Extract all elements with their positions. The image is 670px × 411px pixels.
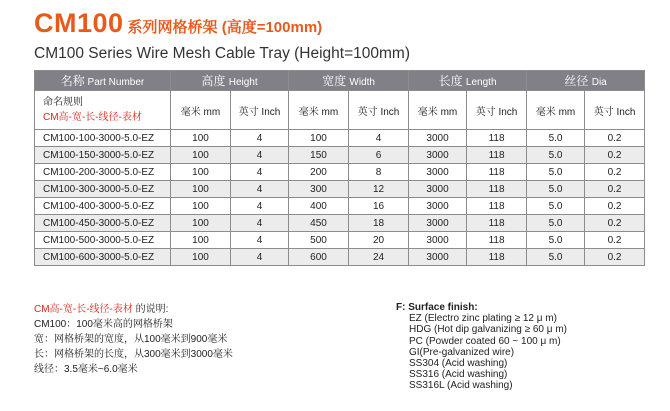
value-cell: 4 [231,147,289,164]
part-number-cell: CM100-400-3000-5.0-EZ [35,198,171,215]
value-cell: 100 [171,215,231,232]
value-cell: 3000 [409,147,467,164]
finish-item: GI(Pre-galvanized wire) [409,346,515,358]
value-cell: 5.0 [527,130,585,147]
value-cell: 0.2 [585,249,645,266]
value-cell: 3000 [409,164,467,181]
value-cell: 100 [171,181,231,198]
value-cell: 8 [349,164,409,181]
value-cell: 5.0 [527,215,585,232]
value-cell: 5.0 [527,181,585,198]
value-cell: 4 [349,130,409,147]
header-row [35,71,645,91]
surface-finish-heading: F: Surface finish: [396,302,478,313]
value-cell: 4 [231,249,289,266]
unit-inch: 英寸 Inch [231,91,289,130]
value-cell: 0.2 [585,181,645,198]
part-number-cell: CM100-150-3000-5.0-EZ [35,147,171,164]
unit-row [35,91,645,130]
value-cell: 118 [467,249,527,266]
finish-item: EZ (Electro zinc plating ≥ 12 μ m) [409,313,557,325]
value-cell: 3000 [409,232,467,249]
part-number-cell: CM100-100-3000-5.0-EZ [35,130,171,147]
value-cell: 100 [171,198,231,215]
value-cell: 4 [231,215,289,232]
value-cell: 4 [231,198,289,215]
table-row [35,130,645,147]
value-cell: 18 [349,215,409,232]
value-cell: 118 [467,215,527,232]
value-cell: 200 [289,164,349,181]
value-cell: 4 [231,232,289,249]
part-number-cell: CM100-300-3000-5.0-EZ [35,181,171,198]
table-row [35,198,645,215]
unit-mm: 毫米 mm [289,91,349,130]
value-cell: 118 [467,181,527,198]
note-line: 宽：网格桥架的宽度，从100毫米到900毫米 [34,334,228,345]
value-cell: 0.2 [585,215,645,232]
value-cell: 6 [349,147,409,164]
value-cell: 118 [467,147,527,164]
value-cell: 600 [289,249,349,266]
value-cell: 0.2 [585,198,645,215]
note-line: CM100：100毫米高的网格桥架 [34,319,173,330]
value-cell: 3000 [409,249,467,266]
header-part-number: 名称 Part Number [35,71,171,91]
table-row [35,164,645,181]
value-cell: 3000 [409,198,467,215]
table-row [35,249,645,266]
value-cell: 0.2 [585,130,645,147]
value-cell: 20 [349,232,409,249]
value-cell: 3000 [409,130,467,147]
value-cell: 16 [349,198,409,215]
value-cell: 300 [289,181,349,198]
value-cell: 100 [289,130,349,147]
value-cell: 100 [171,164,231,181]
part-number-cell: CM100-450-3000-5.0-EZ [35,215,171,232]
page-subtitle: CM100 Series Wire Mesh Cable Tray (Height=100mm) [34,45,411,62]
header-width: 宽度 Width [289,71,409,91]
value-cell: 118 [467,232,527,249]
unit-mm: 毫米 mm [409,91,467,130]
value-cell: 4 [231,130,289,147]
value-cell: 118 [467,198,527,215]
value-cell: 3000 [409,215,467,232]
value-cell: 0.2 [585,164,645,181]
value-cell: 5.0 [527,164,585,181]
unit-mm: 毫米 mm [171,91,231,130]
value-cell: 4 [231,181,289,198]
value-cell: 5.0 [527,232,585,249]
note-line: 长：网格桥架的长度，从300毫米到3000毫米 [34,349,233,360]
value-cell: 100 [171,130,231,147]
value-cell: 3000 [409,181,467,198]
finish-item: SS304 (Acid washing) [409,358,508,370]
model-name: CM100 [34,8,124,38]
page-title [34,8,322,39]
table-row [35,232,645,249]
unit-inch: 英寸 Inch [585,91,645,130]
part-number-cell: CM100-500-3000-5.0-EZ [35,232,171,249]
value-cell: 150 [289,147,349,164]
finish-item: PC (Powder coated 60 ~ 100 μ m) [409,335,561,347]
part-number-cell: CM100-200-3000-5.0-EZ [35,164,171,181]
value-cell: 12 [349,181,409,198]
value-cell: 5.0 [527,198,585,215]
value-cell: 0.2 [585,147,645,164]
finish-item: HDG (Hot dip galvanizing ≥ 60 μ m) [409,324,567,336]
unit-inch: 英寸 Inch [467,91,527,130]
value-cell: 100 [171,232,231,249]
naming-rule: 命名规则 CM高-宽-长-线径-表材 [35,91,171,130]
table-row [35,181,645,198]
part-number-cell: CM100-600-3000-5.0-EZ [35,249,171,266]
title-cn-suffix: 系列网格桥架 (高度=100mm) [127,19,323,36]
value-cell: 400 [289,198,349,215]
header-height: 高度 Height [171,71,289,91]
surface-finish-notes [396,302,567,392]
value-cell: 4 [231,164,289,181]
value-cell: 5.0 [527,147,585,164]
table-row [35,215,645,232]
finish-item: SS316 (Acid washing) [409,369,508,381]
value-cell: 450 [289,215,349,232]
unit-mm: 毫米 mm [527,91,585,130]
header-dia: 丝径 Dia [527,71,645,91]
note-line: 线径：3.5毫米~6.0毫米 [34,364,138,375]
value-cell: 100 [171,147,231,164]
value-cell: 100 [171,249,231,266]
header-length: 长度 Length [409,71,527,91]
table-row [35,147,645,164]
value-cell: 0.2 [585,232,645,249]
value-cell: 24 [349,249,409,266]
value-cell: 118 [467,164,527,181]
unit-inch: 英寸 Inch [349,91,409,130]
value-cell: 500 [289,232,349,249]
naming-notes [34,302,233,377]
notes-heading: CM高-宽-长-线径-表材 的说明: [34,304,169,315]
finish-item: SS316L (Acid washing) [409,380,513,392]
spec-table [34,70,645,266]
value-cell: 118 [467,130,527,147]
value-cell: 5.0 [527,249,585,266]
